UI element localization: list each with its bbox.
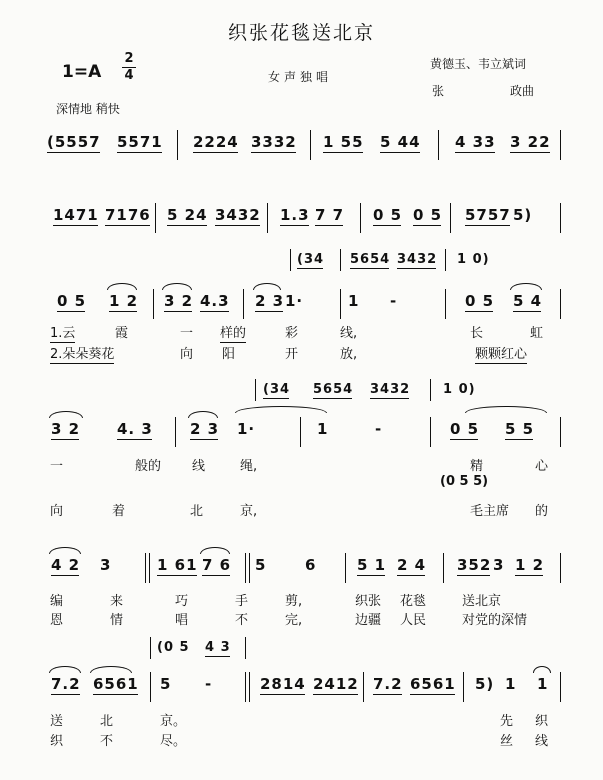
lyric: 一 <box>180 326 194 341</box>
ossia-note: 5654 <box>350 252 391 267</box>
note-group: 5 4 <box>513 292 543 310</box>
lyrics-verse-2-line-3 <box>40 609 570 629</box>
lyric: 手 <box>235 594 249 609</box>
lyric: 北 <box>190 504 204 519</box>
song-title: 织张花毯送北京 <box>227 22 375 44</box>
note-group: 5 44 <box>380 133 421 151</box>
note-group: 1 2 <box>515 556 545 574</box>
lyric: 边疆 <box>355 613 382 628</box>
note-group: 2 3 <box>255 292 285 310</box>
note-group: (5557 <box>47 133 101 151</box>
note-group: 5571 <box>117 133 163 151</box>
note-group: 1 2 <box>109 292 139 310</box>
note-group: - <box>390 292 398 310</box>
note-group: 6 <box>305 556 317 574</box>
note-group: 3 2 <box>164 292 194 310</box>
note-group: 1 <box>348 292 360 310</box>
note-group: 3 <box>100 556 112 574</box>
ossia-note: 1 0) <box>457 252 490 267</box>
lyric: 不 <box>100 734 114 749</box>
lyric: 巧 <box>175 594 189 609</box>
note-group: 1.3 <box>280 206 310 224</box>
lyric: 向 <box>180 347 194 362</box>
ossia-note: (34 <box>263 382 291 397</box>
composer-name: 张 <box>432 84 445 98</box>
lyrics-verse-1-line-2 <box>40 455 570 475</box>
note-group: 2 3 <box>190 420 220 438</box>
lyrics-verse-1-line-3 <box>40 590 570 610</box>
note-group: 3332 <box>251 133 297 151</box>
lyric: 线 <box>192 459 206 474</box>
lyric: 阳 <box>222 347 236 362</box>
lyrics-verse-2-line-4 <box>40 730 570 750</box>
note-group: 5757 <box>465 206 511 224</box>
lyric: 虹 <box>530 326 544 341</box>
ossia-note: 3432 <box>370 382 411 397</box>
lyric: 唱 <box>175 613 189 628</box>
lyric: 尽。 <box>160 734 187 749</box>
note-group: 5 1 <box>357 556 387 574</box>
lyric: 样的 <box>220 322 246 341</box>
score-row-6 <box>45 675 565 705</box>
note-group: 1 55 <box>323 133 364 151</box>
lyric: 编 <box>50 594 64 609</box>
lyric: 剪, <box>285 594 303 609</box>
lyric: 先 <box>500 714 514 729</box>
lyric: 北 <box>100 714 114 729</box>
lyric: 来 <box>110 594 124 609</box>
note-group: 3 22 <box>510 133 551 151</box>
score-row-3 <box>45 292 565 322</box>
lyric: 心 <box>535 459 549 474</box>
note-group: 1 61 <box>157 556 198 574</box>
score-row-4 <box>45 420 565 450</box>
lyric: 织 <box>50 734 64 749</box>
note-group: 1· <box>237 420 256 438</box>
note-group: 4.3 <box>200 292 230 310</box>
ossia-note: 4 3 <box>205 640 231 655</box>
note-group: 1 <box>537 675 549 693</box>
score-row-1 <box>45 133 565 163</box>
lyric: 向 <box>50 504 64 519</box>
lyric: 完, <box>285 613 303 628</box>
lyric: 线 <box>535 734 549 749</box>
note-group: 5 5 <box>505 420 535 438</box>
lyric: 般的 <box>135 459 162 474</box>
ossia-row-4 <box>45 382 565 402</box>
ossia-row-6 <box>45 640 565 660</box>
note-group: 1471 <box>53 206 99 224</box>
lyrics-verse-1 <box>40 322 570 342</box>
ossia-note: (0 5 <box>157 640 190 655</box>
lyric: 对党的深情 <box>462 613 528 628</box>
lyric: 颗颗红心 <box>475 343 527 362</box>
lyric: 开 <box>285 347 299 362</box>
note-group: 0 5 <box>450 420 480 438</box>
time-top: 2 <box>124 51 134 66</box>
ossia-note: 5654 <box>313 382 354 397</box>
lyrics-verse-2-line-2 <box>40 500 570 520</box>
note-group: 4 33 <box>455 133 496 151</box>
note-group: 7176 <box>105 206 151 224</box>
note-group: - <box>375 420 383 438</box>
note-group: 7 6 <box>202 556 232 574</box>
lyric: 一 <box>50 459 64 474</box>
note-group: 0 5 <box>413 206 443 224</box>
note-group: 7 7 <box>315 206 345 224</box>
note-group: 2814 <box>260 675 306 693</box>
score-row-2 <box>45 206 565 236</box>
lyric: 织张 <box>355 594 382 609</box>
tempo-marking: 深情地 稍快 <box>56 102 120 116</box>
note-group: 6561 <box>410 675 456 693</box>
note-group: 7.2 <box>373 675 403 693</box>
note-group: 0 5 <box>57 292 87 310</box>
lyric: 织 <box>535 714 549 729</box>
ossia-lyric-notes: (0 5 5) <box>440 474 489 489</box>
note-group: 1 <box>317 420 329 438</box>
lyric: 不 <box>235 613 249 628</box>
lyric: 2.朵朵葵花 <box>50 343 114 362</box>
note-group: 3432 <box>215 206 261 224</box>
note-group: 4. 3 <box>117 420 153 438</box>
note-group: 3 2 <box>51 420 81 438</box>
performance-type: 女声独唱 <box>268 70 333 84</box>
lyric: 放, <box>340 347 358 362</box>
note-group: 7.2 <box>51 675 81 693</box>
note-group: - <box>205 675 213 693</box>
key-signature: 1=A <box>62 62 102 82</box>
lyricist-credit: 黄德玉、韦立斌词 <box>430 57 527 71</box>
score-row-5 <box>45 556 565 586</box>
note-group: 1 <box>505 675 517 693</box>
lyrics-verse-2 <box>40 343 570 363</box>
lyric: 送北京 <box>462 594 502 609</box>
note-group: 1· <box>285 292 304 310</box>
note-group: 352 <box>457 556 492 574</box>
note-group: 5 <box>255 556 267 574</box>
ossia-note: 3432 <box>397 252 438 267</box>
lyric: 霞 <box>115 326 129 341</box>
lyric: 长 <box>470 326 484 341</box>
lyric: 的 <box>535 504 549 519</box>
note-group: 2224 <box>193 133 239 151</box>
note-group: 3 <box>493 556 505 574</box>
lyric: 人民 <box>400 613 427 628</box>
lyric: 情 <box>110 613 124 628</box>
ossia-note: 1 0) <box>443 382 476 397</box>
lyric: 着 <box>112 504 126 519</box>
lyric: 恩 <box>50 613 64 628</box>
note-group: 5) <box>513 206 533 224</box>
note-group: 6561 <box>93 675 139 693</box>
time-signature <box>122 52 136 83</box>
lyric: 花毯 <box>400 594 427 609</box>
lyric: 京。 <box>160 714 187 729</box>
time-bottom: 4 <box>124 68 134 83</box>
note-group: 2412 <box>313 675 359 693</box>
note-group: 5 <box>160 675 172 693</box>
note-group: 5 24 <box>167 206 208 224</box>
composer-suffix: 政曲 <box>510 84 535 98</box>
lyric: 精 <box>470 459 484 474</box>
lyric: 毛主席 <box>470 504 510 519</box>
note-group: 4 2 <box>51 556 81 574</box>
lyric: 丝 <box>500 734 514 749</box>
note-group: 5) <box>475 675 495 693</box>
note-group: 0 5 <box>373 206 403 224</box>
lyric: 彩 <box>285 326 299 341</box>
lyric: 绳, <box>240 459 258 474</box>
lyrics-verse-1-line-4 <box>40 710 570 730</box>
lyric: 1.云 <box>50 322 75 341</box>
ossia-row-3 <box>45 252 565 272</box>
lyric: 线, <box>340 326 358 341</box>
note-group: 0 5 <box>465 292 495 310</box>
lyric: 京, <box>240 504 258 519</box>
lyric: 送 <box>50 714 64 729</box>
ossia-note: (34 <box>297 252 325 267</box>
note-group: 2 4 <box>397 556 427 574</box>
